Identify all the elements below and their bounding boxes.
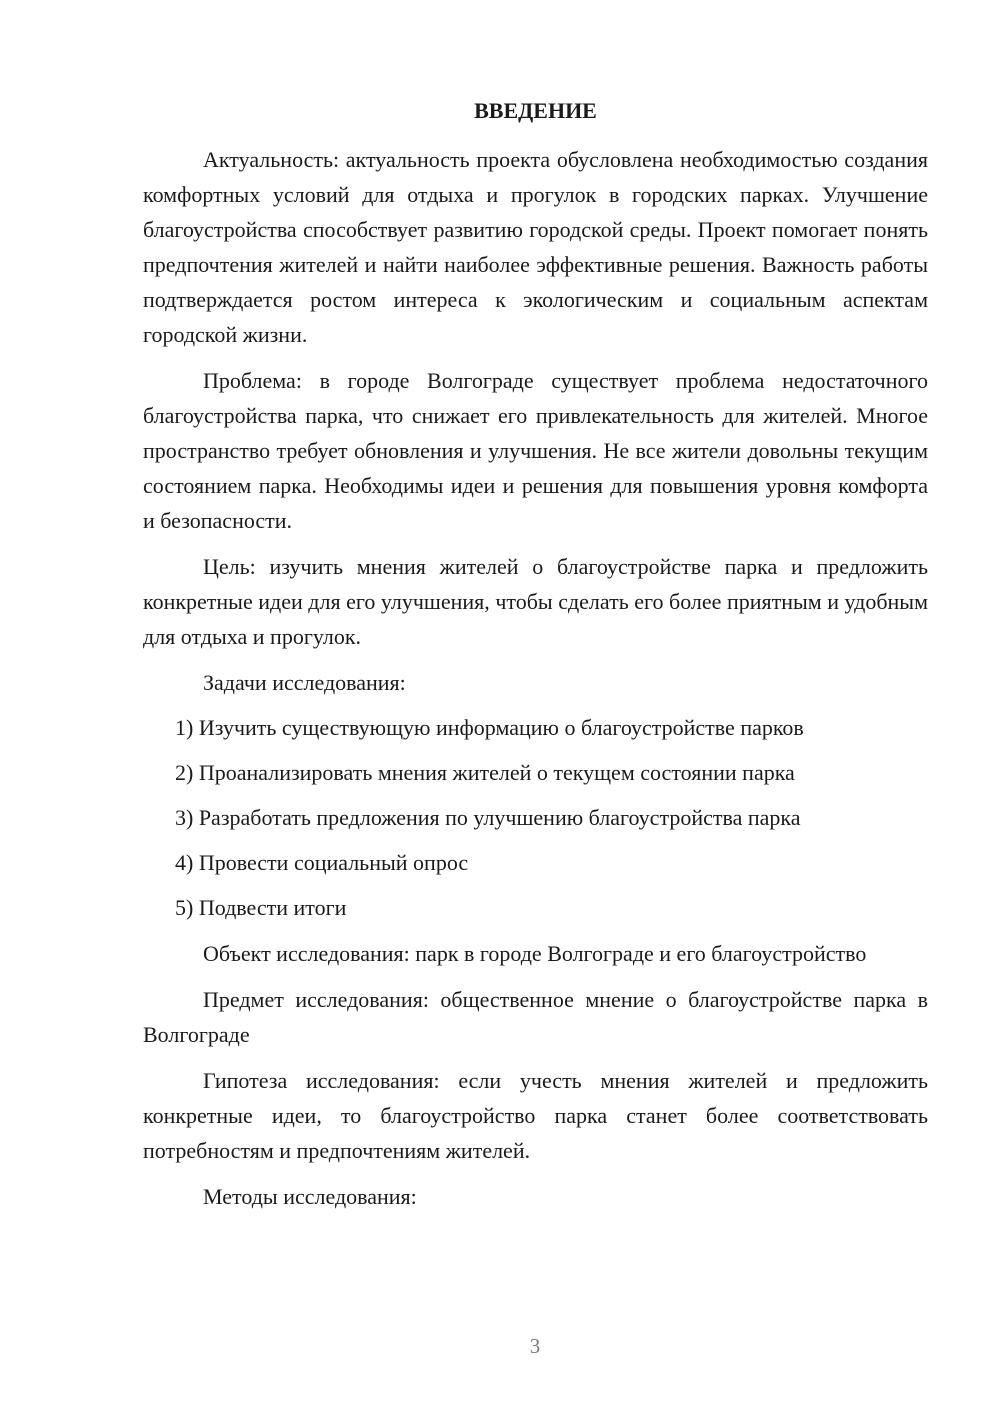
paragraph-relevance: Актуальность: актуальность проекта обусловлена необходимостью создания комфортных условий для отдыха и прогулок в городских парках. Улучшение благоустройства способствует развитию городской среды. Проект помогает понять предпочтения жителей и найти наиболее эффективные решения. Важность работы подтверждается ростом интереса к экологическим и социальным аспектам городской жизни. [143,147,928,347]
task-item: 4) Провести социальный опрос [175,850,469,875]
task-item: 1) Изучить существующую информацию о благоустройстве парков [175,715,804,740]
methods-heading: Методы исследования: [203,1184,417,1209]
tasks-heading: Задачи исследования: [203,670,406,695]
paragraph-goal: Цель: изучить мнения жителей о благоустройстве парка и предложить конкретные идеи для его улучшения, чтобы сделать его более приятным и удобным для отдыха и прогулок. [143,554,928,649]
section-title: ВВЕДЕНИЕ [474,98,597,123]
paragraph-subject: Предмет исследования: общественное мнение о благоустройстве парка в Волгограде [143,987,928,1047]
task-item: 2) Проанализировать мнения жителей о текущем состоянии парка [175,760,795,785]
paragraph-hypothesis: Гипотеза исследования: если учесть мнения жителей и предложить конкретные идеи, то благоустройство парка станет более соответствовать потребностям и предпочтениям жителей. [143,1068,928,1163]
task-item: 3) Разработать предложения по улучшению благоустройства парка [175,805,801,830]
page-number: 3 [529,1334,541,1358]
paragraph-object: Объект исследования: парк в городе Волгограде и его благоустройство [203,941,867,966]
document-body [143,142,928,1214]
task-item: 5) Подвести итоги [175,895,347,920]
paragraph-problem: Проблема: в городе Волгограде существует проблема недостаточного благоустройства парка, что снижает его привлекательность для жителей. Многое пространство требует обновления и улучшения. Не все жители довольны текущим состоянием парка. Необходимы идеи и решения для повышения уровня комфорта и безопасности. [143,368,928,533]
